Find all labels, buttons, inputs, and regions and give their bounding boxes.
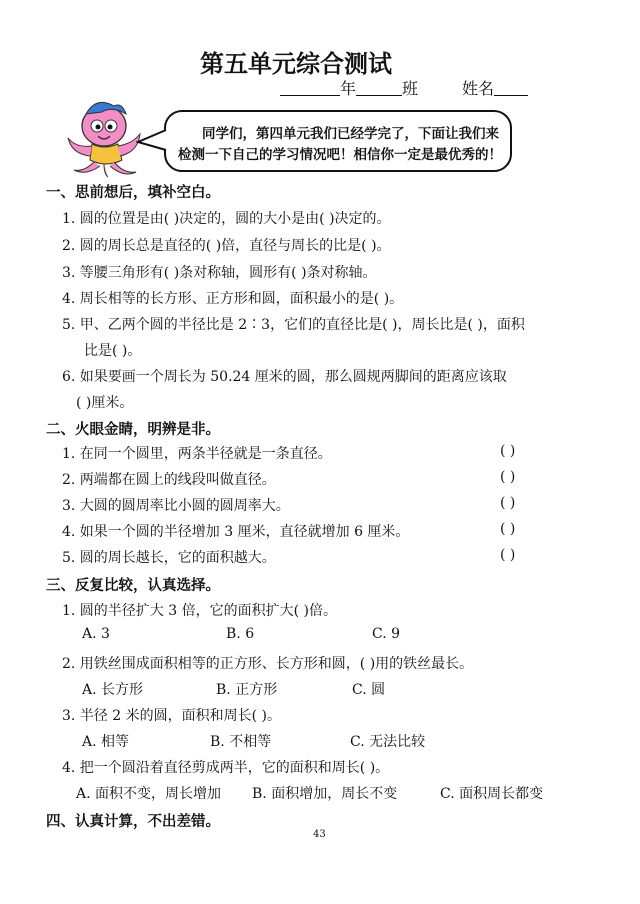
choice-question-3: 3. 半径 2 米的圆，面积和周长( )。 — [62, 708, 281, 724]
speech-bubble-tail — [136, 128, 168, 154]
fill-question-2: 2. 圆的周长总是直径的( )倍，直径与周长的比是( )。 — [62, 238, 391, 254]
choice-4-option-c[interactable]: C. 面积周长都变 — [440, 786, 544, 802]
section-2-heading: 二、火眼金睛，明辨是非。 — [46, 422, 220, 438]
name-blank[interactable] — [494, 79, 528, 96]
choice-3-option-a[interactable]: A. 相等 — [82, 734, 130, 750]
judge-question-2: 2. 两端都在圆上的线段叫做直径。 — [62, 472, 276, 488]
year-label: 年 — [340, 79, 357, 98]
judge-answer-4[interactable]: ( ) — [500, 521, 516, 537]
section-4-heading: 四、认真计算，不出差错。 — [46, 814, 220, 830]
judge-answer-3[interactable]: ( ) — [500, 495, 516, 511]
judge-question-3: 3. 大圆的圆周率比小圆的圆周率大。 — [62, 498, 290, 514]
fill-question-4: 4. 周长相等的长方形、正方形和圆，面积最小的是( )。 — [62, 291, 404, 307]
choice-1-option-a[interactable]: A. 3 — [82, 626, 110, 642]
judge-answer-2[interactable]: ( ) — [500, 469, 516, 485]
page-number: 43 — [313, 829, 326, 840]
choice-2-option-a[interactable]: A. 长方形 — [82, 682, 144, 698]
judge-answer-1[interactable]: ( ) — [500, 443, 516, 459]
bubble-line-1: 同学们，第四单元我们已经学完了，下面让我们来 — [202, 126, 499, 142]
choice-4-option-b[interactable]: B. 面积增加，周长不变 — [252, 786, 398, 802]
class-label: 班 — [402, 79, 419, 98]
choice-1-option-b[interactable]: B. 6 — [226, 626, 255, 642]
fill-question-6-cont: ( )厘米。 — [76, 395, 134, 411]
fill-question-3: 3. 等腰三角形有( )条对称轴，圆形有( )条对称轴。 — [62, 265, 377, 281]
section-1-heading: 一、思前想后，填补空白。 — [46, 185, 220, 201]
choice-2-option-b[interactable]: B. 正方形 — [216, 682, 278, 698]
choice-question-2: 2. 用铁丝围成面积相等的正方形、长方形和圆，( )用的铁丝最长。 — [62, 656, 474, 672]
name-label: 姓名 — [462, 79, 495, 98]
fill-question-6: 6. 如果要画一个周长为 50.24 厘米的圆，那么圆规两脚间的距离应该取 — [62, 369, 507, 385]
judge-answer-5[interactable]: ( ) — [500, 547, 516, 563]
choice-1-option-c[interactable]: C. 9 — [372, 626, 401, 642]
judge-question-1: 1. 在同一个圆里，两条半径就是一条直径。 — [62, 446, 332, 462]
choice-3-option-b[interactable]: B. 不相等 — [210, 734, 272, 750]
class-blank[interactable] — [356, 79, 402, 96]
choice-2-option-c[interactable]: C. 圆 — [352, 682, 386, 698]
page-title: 第五单元综合测试 — [200, 50, 392, 78]
choice-question-4: 4. 把一个圆沿着直径剪成两半，它的面积和周长( )。 — [62, 760, 390, 776]
fill-question-5-cont: 比是( )。 — [84, 343, 142, 359]
bubble-line-2: 检测一下自己的学习情况吧！相信你一定是最优秀的！ — [178, 147, 502, 163]
class-name-line — [280, 76, 528, 99]
year-blank[interactable] — [280, 79, 340, 96]
section-3-heading: 三、反复比较，认真选择。 — [46, 578, 220, 594]
fill-question-5: 5. 甲、乙两个圆的半径比是 2∶3，它们的直径比是( )，周长比是( )，面积 — [62, 317, 525, 333]
choice-question-1: 1. 圆的半径扩大 3 倍，它的面积扩大( )倍。 — [62, 603, 337, 619]
judge-question-4: 4. 如果一个圆的半径增加 3 厘米，直径就增加 6 厘米。 — [62, 524, 410, 540]
judge-question-5: 5. 圆的周长越长，它的面积越大。 — [62, 550, 276, 566]
fill-question-1: 1. 圆的位置是由( )决定的，圆的大小是由( )决定的。 — [62, 211, 391, 227]
choice-3-option-c[interactable]: C. 无法比较 — [350, 734, 426, 750]
choice-4-option-a[interactable]: A. 面积不变，周长增加 — [76, 786, 222, 802]
